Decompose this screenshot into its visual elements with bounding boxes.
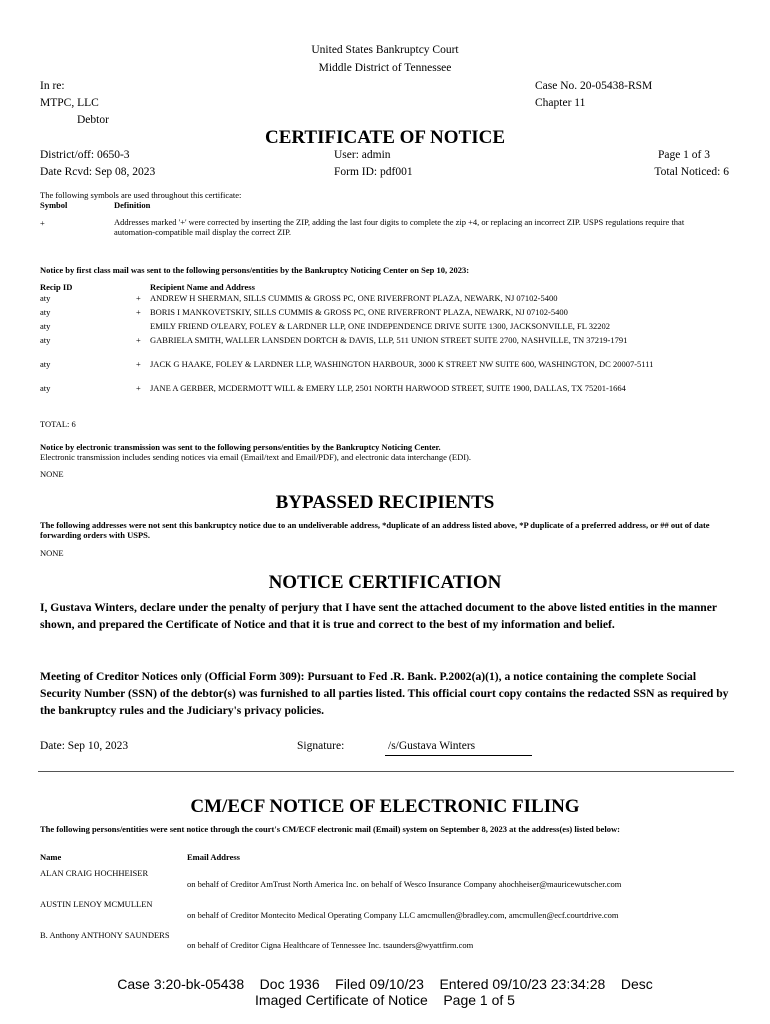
- zip-correction-mark: +: [136, 383, 141, 393]
- signature-line: [385, 755, 532, 756]
- cmecf-name-header: Name: [40, 852, 62, 862]
- electronic-subheading: Electronic transmission includes sending notices via email (Email/text and Email/PDF), and electronic data interchange (EDI).: [40, 452, 472, 462]
- certification-date: Date: Sep 10, 2023: [40, 740, 129, 752]
- symbols-intro: The following symbols are used throughout this certificate:: [40, 190, 242, 200]
- recipient-address: EMILY FRIEND O'LEARY, FOLEY & LARDNER LLP, ONE INDEPENDENCE DRIVE SUITE 1300, JACKSONVILLE, FL 32202: [150, 321, 610, 331]
- electronic-none: NONE: [40, 469, 64, 479]
- recip-id: aty: [40, 383, 51, 393]
- recip-id-header: Recip ID: [40, 282, 73, 292]
- cmecf-recipient-email: on behalf of Creditor Montecito Medical Operating Company LLC amcmullen@bradley.com, amcmullen@ecf.courtdrive.com: [187, 910, 619, 920]
- recipient-address: JANE A GERBER, MCDERMOTT WILL & EMERY LLP, 2501 NORTH HARWOOD STREET, SUITE 1900, DALLAS, TX 75201-1664: [150, 383, 626, 393]
- first-class-total: TOTAL: 6: [40, 419, 76, 429]
- symbol-definition: Addresses marked '+' were corrected by inserting the ZIP, adding the last four digits to complete the zip +4, or replacing an incorrect ZIP. USPS regulations require that automation-compatible mail display the correct ZIP.: [114, 217, 685, 237]
- cmecf-recipient-email: on behalf of Creditor AmTrust North America Inc. on behalf of Wesco Insurance Company ahochheiser@mauricewutscher.com: [187, 879, 622, 889]
- bypassed-text: The following addresses were not sent this bankruptcy notice due to an undeliverable address, *duplicate of an address listed above, *P duplicate of a preferred address, or ## out of date forwarding orders with USPS.: [40, 520, 710, 540]
- bypassed-none: NONE: [40, 548, 64, 558]
- cmecf-title: CM/ECF NOTICE OF ELECTRONIC FILING: [190, 796, 580, 817]
- definition-column-header: Definition: [114, 200, 151, 210]
- cmecf-recipient-name: ALAN CRAIG HOCHHEISER: [40, 868, 149, 878]
- recipient-address: JACK G HAAKE, FOLEY & LARDNER LLP, WASHINGTON HARBOUR, 3000 K STREET NW SUITE 600, WASHINGTON, DC 20007-5111: [150, 359, 654, 369]
- date-received: Date Rcvd: Sep 08, 2023: [40, 166, 156, 178]
- signature-label: Signature:: [297, 740, 345, 752]
- recipient-name-header: Recipient Name and Address: [150, 282, 255, 292]
- zip-correction-mark: +: [136, 293, 141, 303]
- cmecf-intro: The following persons/entities were sent notice through the court's CM/ECF electronic mail (Email) system on September 8, 2023 at the address(es) listed below:: [40, 824, 620, 834]
- certification-declaration: I, Gustava Winters, declare under the penalty of perjury that I have sent the attached document to the above listed entities in the manner shown, and prepared the Certificate of Notice and that it is true and correct to the best of my information and belief.: [40, 601, 717, 631]
- electronic-heading: Notice by electronic transmission was sent to the following persons/entities by the Bankruptcy Noticing Center.: [40, 442, 441, 452]
- section-divider: [38, 771, 734, 772]
- symbol-plus: +: [40, 218, 45, 228]
- recip-id: aty: [40, 321, 51, 331]
- cmecf-email-header: Email Address: [187, 852, 240, 862]
- footer-case-line: Case 3:20-bk-05438 Doc 1936 Filed 09/10/23 Entered 09/10/23 23:34:28 Desc: [117, 976, 653, 992]
- form-id: Form ID: pdf001: [334, 166, 413, 178]
- total-noticed: Total Noticed: 6: [654, 166, 729, 178]
- certification-ssn-notice: Meeting of Creditor Notices only (Official Form 309): Pursuant to Fed .R. Bank. P.2002(a)(1), a notice containing the complete Social Security Number (SSN) of the debtor(s) was furnished to all parties listed. This official court copy contains the redacted SSN as required by the bankruptcy rules and the Judiciary's privacy policies.: [40, 670, 729, 717]
- cmecf-recipient-name: B. Anthony ANTHONY SAUNDERS: [40, 930, 170, 940]
- recip-id: aty: [40, 335, 51, 345]
- district-office: District/off: 0650-3: [40, 149, 130, 161]
- bypassed-title: BYPASSED RECIPIENTS: [275, 492, 495, 513]
- recipient-address: ANDREW H SHERMAN, SILLS CUMMIS & GROSS PC, ONE RIVERFRONT PLAZA, NEWARK, NJ 07102-5400: [150, 293, 558, 303]
- user: User: admin: [334, 149, 391, 161]
- certification-title: NOTICE CERTIFICATION: [268, 572, 502, 593]
- recip-id: aty: [40, 293, 51, 303]
- case-number: Case No. 20-05438-RSM: [535, 80, 653, 92]
- chapter: Chapter 11: [535, 97, 586, 109]
- recipient-address: GABRIELA SMITH, WALLER LANSDEN DORTCH & DAVIS, LLP, 511 UNION STREET SUITE 2700, NASHVILLE, TN 37219-1791: [150, 335, 628, 345]
- cmecf-recipient-name: AUSTIN LENOY MCMULLEN: [40, 899, 153, 909]
- recipient-address: BORIS I MANKOVETSKIY, SILLS CUMMIS & GROSS PC, ONE RIVERFRONT PLAZA, NEWARK, NJ 07102-5400: [150, 307, 568, 317]
- debtor-name: MTPC, LLC: [40, 97, 99, 109]
- recip-id: aty: [40, 359, 51, 369]
- recip-id: aty: [40, 307, 51, 317]
- zip-correction-mark: +: [136, 335, 141, 345]
- debtor-label: Debtor: [77, 114, 109, 126]
- certificate-title: CERTIFICATE OF NOTICE: [264, 127, 506, 148]
- in-re-label: In re:: [40, 80, 65, 92]
- first-class-heading: Notice by first class mail was sent to the following persons/entities by the Bankruptcy Noticing Center on Sep 10, 2023:: [40, 265, 470, 275]
- court-name: United States Bankruptcy Court: [311, 44, 459, 56]
- signature-value: /s/Gustava Winters: [388, 740, 476, 752]
- zip-correction-mark: +: [136, 307, 141, 317]
- zip-correction-mark: +: [136, 359, 141, 369]
- footer-page-line: Imaged Certificate of Notice Page 1 of 5: [255, 992, 515, 1008]
- symbol-column-header: Symbol: [40, 200, 68, 210]
- page-count: Page 1 of 3: [657, 149, 710, 161]
- court-district: Middle District of Tennessee: [318, 62, 452, 74]
- cmecf-recipient-email: on behalf of Creditor Cigna Healthcare of Tennessee Inc. tsaunders@wyattfirm.com: [187, 940, 474, 950]
